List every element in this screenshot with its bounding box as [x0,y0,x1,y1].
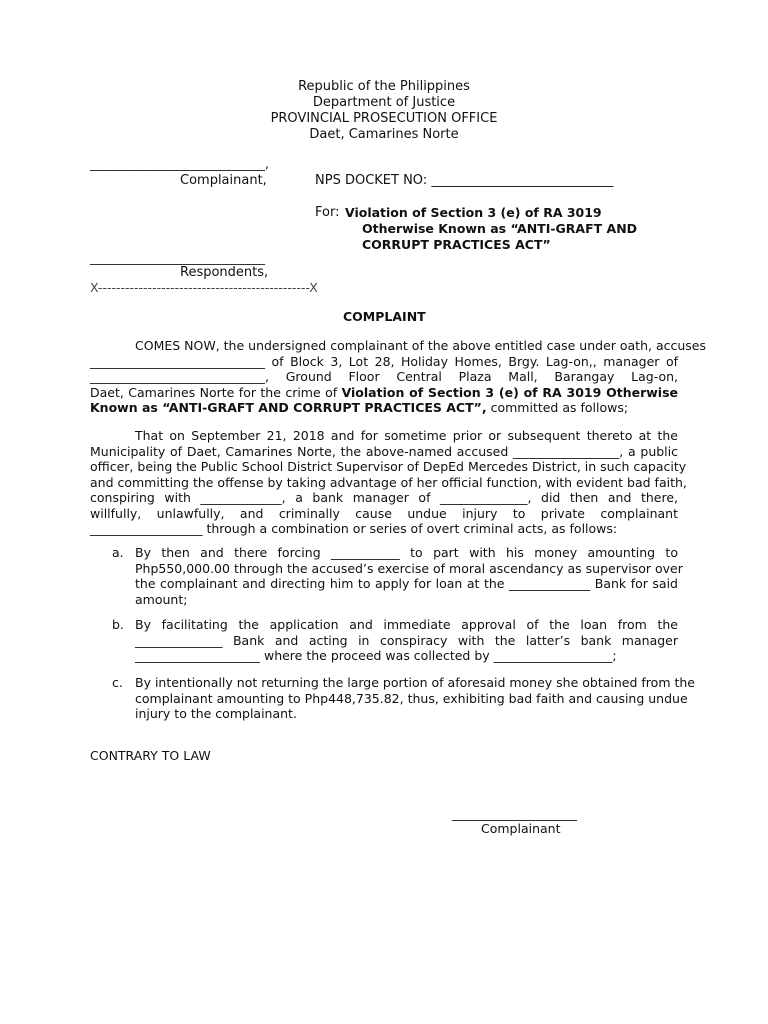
header-republic: Republic of the Philippines [298,79,470,94]
signature-label: Complainant [481,821,561,836]
item-a [135,545,683,607]
item-line: complainant amounting to Php448,735.82, thus, exhibiting bad faith and causing undue [135,690,688,706]
intro-line: Daet, Camarines Norte for the crime of Violation of Section 3 (e) of RA 3019 Otherwise [90,384,678,400]
item-line: ____________________ where the proceed was collected by ___________________; [135,648,617,663]
complainant-label: Complainant, [180,173,267,188]
item-b [135,617,678,664]
charge-line-2: Otherwise Known as “ANTI-GRAFT AND [362,221,638,236]
facts-line: That on September 21, 2018 and for sometime prior or subsequent thereto at the [135,428,678,443]
respondents-label: Respondents, [180,265,269,280]
item-line: ______________ Bank and acting in conspiracy with the latter’s bank manager [135,632,678,648]
facts-paragraph [90,428,687,537]
intro-line: ____________________________ of Block 3, Lot 28, Holiday Homes, Brgy. Lag-on,, manager of [90,353,678,369]
intro-line: ____________________________, Ground Floor Central Plaza Mall, Barangay Lag-on, [90,369,678,384]
respondents-blank: ____________________________ [90,250,265,265]
facts-line: conspiring with _____________, a bank manager of ______________, did then and there, [90,490,678,505]
intro-line: Known as “ANTI-GRAFT AND CORRUPT PRACTICES ACT”, committed as follows; [90,400,629,415]
header-location: Daet, Camarines Norte [309,127,459,142]
header-department: Department of Justice [312,95,456,110]
contrary-to-law: CONTRARY TO LAW [90,748,211,763]
facts-line: and committing the offense by taking advantage of her official function, with evident bad faith, [90,474,687,490]
item-c [135,675,695,722]
item-line: Php550,000.00 through the accused’s exercise of moral ascendancy as supervisor over [135,560,683,576]
facts-line: __________________ through a combination or series of overt criminal acts, as follows: [90,521,618,536]
item-line: By intentionally not returning the large portion of aforesaid money she obtained from the [135,675,695,690]
signature-line: ____________________ [452,806,577,821]
caption-separator: X-----------------------------------------------X [90,280,318,295]
item-line: By facilitating the application and immediate approval of the loan from the [135,617,678,632]
charge-line-3: CORRUPT PRACTICES ACT” [362,237,551,252]
charge-line-1: Violation of Section 3 (e) of RA 3019 [345,205,602,220]
complainant-blank: ____________________________, [90,156,269,171]
header-office: PROVINCIAL PROSECUTION OFFICE [270,111,498,126]
item-c-marker: c. [112,675,123,690]
item-line: By then and there forcing ___________ to part with his money amounting to [135,545,678,560]
item-line: the complainant and directing him to apply for loan at the _____________ Bank for said [135,576,678,591]
intro-line: COMES NOW, the undersigned complainant of the above entitled case under oath, accuses [135,338,706,353]
for-label: For: [315,205,340,220]
facts-line: willfully, unlawfully, and criminally cause undue injury to private complainant [90,505,678,521]
item-line: injury to the complainant. [135,706,297,721]
item-line: amount; [135,591,188,607]
docket-number: NPS DOCKET NO: ____________________________ [315,173,614,188]
item-a-marker: a. [112,545,124,560]
facts-line: Municipality of Daet, Camarines Norte, the above-named accused _________________, a public [90,443,678,459]
item-b-marker: b. [112,617,124,632]
complaint-intro-paragraph [90,338,706,416]
document-title: COMPLAINT [343,309,426,324]
facts-line: officer, being the Public School District Supervisor of DepEd Mercedes District, in such capacity [90,459,687,474]
